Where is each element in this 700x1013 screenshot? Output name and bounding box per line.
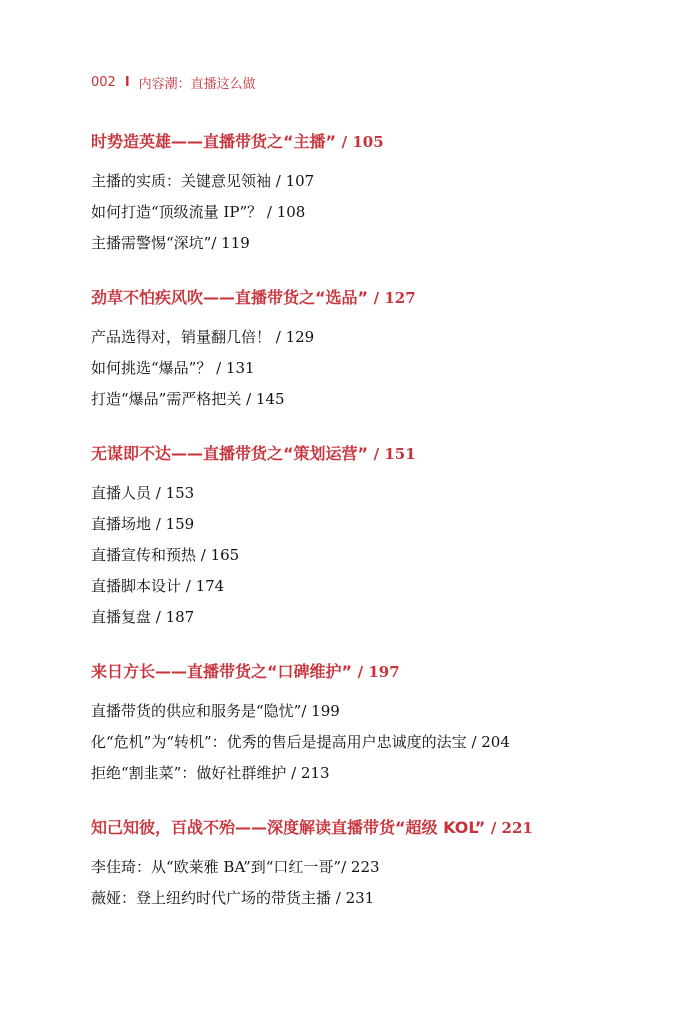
section-title-text: 知己知彼，百战不殆——深度解读直播带货“超级 KOL” (91, 818, 486, 837)
section-title-text: 劲草不怕疾风吹——直播带货之“选品” (91, 288, 369, 307)
toc-entry[interactable]: 直播场地 / 159 (91, 515, 195, 533)
running-header (91, 73, 256, 92)
toc-section (91, 444, 671, 633)
toc-entry[interactable]: 直播带货的供应和服务是“隐忧”/ 199 (91, 702, 340, 720)
entry-list (91, 852, 671, 914)
section-title-text: 来日方长——直播带货之“口碑维护” (91, 662, 353, 681)
toc-section (91, 818, 671, 914)
toc-entry[interactable]: 主播需警惕“深坑”/ 119 (91, 234, 250, 252)
toc-section (91, 662, 671, 789)
toc-entry[interactable]: 直播宣传和预热 / 165 (91, 546, 240, 564)
toc-section (91, 288, 671, 415)
section-title[interactable] (91, 818, 671, 838)
section-title-page: / 127 (373, 289, 416, 307)
toc-entry[interactable]: 如何打造“顶级流量 IP”？ / 108 (91, 203, 306, 221)
header-separator: I (124, 75, 130, 90)
entry-list (91, 322, 671, 415)
header-page-number: 002 (91, 75, 116, 90)
section-title[interactable] (91, 662, 671, 682)
toc-entry[interactable]: 直播人员 / 153 (91, 484, 195, 502)
entry-list (91, 696, 671, 789)
toc-entry[interactable]: 直播复盘 / 187 (91, 608, 195, 626)
section-title[interactable] (91, 444, 671, 464)
header-book-title: 内容潮：直播这么做 (138, 77, 256, 92)
toc-entry[interactable]: 薇娅：登上纽约时代广场的带货主播 / 231 (91, 889, 375, 907)
toc-entry[interactable]: 直播脚本设计 / 174 (91, 577, 225, 595)
section-title-page: / 151 (373, 445, 416, 463)
toc-entry[interactable]: 如何挑选“爆品”？ / 131 (91, 359, 255, 377)
toc-entry[interactable]: 化“危机”为“转机”：优秀的售后是提高用户忠诚度的法宝 / 204 (91, 733, 510, 751)
toc-entry[interactable]: 拒绝“割韭菜”：做好社群维护 / 213 (91, 764, 330, 782)
entry-list (91, 166, 671, 259)
section-title[interactable] (91, 288, 671, 308)
section-title-page: / 197 (357, 663, 400, 681)
section-title-page: / 221 (490, 819, 533, 837)
section-title-text: 时势造英雄——直播带货之“主播” (91, 132, 337, 151)
toc-entry[interactable]: 打造“爆品”需严格把关 / 145 (91, 390, 285, 408)
toc-entry[interactable]: 李佳琦：从“欧莱雅 BA”到“口红一哥”/ 223 (91, 858, 380, 876)
section-title-text: 无谋即不达——直播带货之“策划运营” (91, 444, 369, 463)
section-title-page: / 105 (341, 133, 384, 151)
section-title[interactable] (91, 132, 671, 152)
toc-section (91, 132, 671, 259)
toc-entry[interactable]: 主播的实质：关键意见领袖 / 107 (91, 172, 315, 190)
toc-entry[interactable]: 产品选得对，销量翻几倍！ / 129 (91, 328, 315, 346)
entry-list (91, 478, 671, 633)
